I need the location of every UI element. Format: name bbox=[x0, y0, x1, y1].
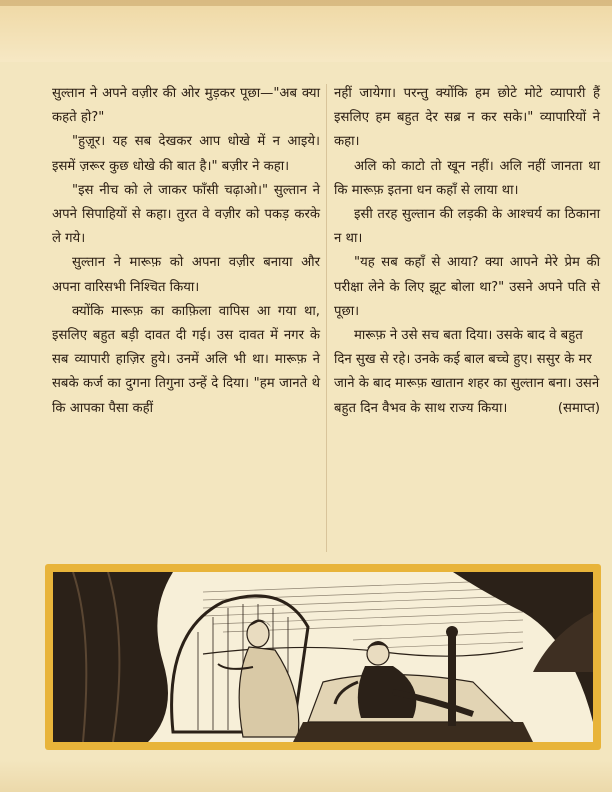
illustration-harpist-scene bbox=[53, 572, 593, 742]
bedpost-finial bbox=[446, 626, 458, 638]
story-paragraph: "यह सब कहाँ से आया? क्या आपने मेरे प्रेम की परीक्षा लेने के लिए झूट बोला था?" उसने अपने पति से पूछा। bbox=[334, 255, 600, 319]
story-paragraph: नहीं जायेगा। परन्तु क्योंकि हम छोटे मोटे व्यापारी हैं इसलिए हम बहुत देर सब्र न कर सके।" व्यापारियों ने कहा। bbox=[334, 86, 600, 150]
illustration-frame bbox=[45, 564, 601, 750]
story-paragraph: "इस नीच को ले जाकर फाँसी चढ़ाओ।" सुल्तान ने अपने सिपाहियों से कहा। तुरत वे वज़ीर को पकड़ करके ले गये। bbox=[52, 182, 320, 247]
page-top-band bbox=[0, 0, 612, 62]
story-paragraph: सुल्तान ने अपने वज़ीर की ओर मुड़कर पूछा—"अब क्या कहते हो?" bbox=[52, 86, 320, 126]
harpist-dress bbox=[239, 647, 299, 737]
column-gutter bbox=[326, 84, 327, 552]
man-robe bbox=[358, 666, 416, 718]
story-final-text: मारूफ़ ने उसे सच बता दिया। उसके बाद वे बहुत दिन सुख से रहे। उनके कई बाल बच्चे हुए। ससुर के मर जाने के बाद मारूफ़ खातान शहर का सुल्तान बना। उसने बहुत दिन वैभव के साथ राज्य किया। bbox=[334, 328, 600, 416]
story-end-marker: (समाप्त) bbox=[557, 400, 600, 416]
couch-base bbox=[293, 722, 533, 742]
story-paragraph: सुल्तान ने मारूफ़ को अपना वज़ीर बनाया और अपना वारिसभी निश्चित किया। bbox=[52, 255, 320, 295]
story-paragraph: क्योंकि मारूफ़ का काफ़िला वापिस आ गया था, इसलिए बहुत बड़ी दावत दी गई। उस दावत में नगर के सब व्यापारी हाज़िर हुये। उनमें अलि भी था। मारूफ़ ने सबके कर्ज का दुगना तिगुना उन्हें दे दिया। "हम जानते थे कि आपका पैसा कहीं bbox=[52, 303, 320, 416]
page-top-edge bbox=[0, 0, 612, 6]
story-paragraph-final bbox=[334, 324, 600, 421]
story-right-column bbox=[334, 82, 600, 421]
illustration-panel bbox=[53, 572, 593, 742]
story-paragraph: इसी तरह सुल्तान की लड़की के आश्चर्य का ठिकाना न था। bbox=[334, 207, 600, 247]
page-bottom-band bbox=[0, 760, 612, 792]
bedpost bbox=[448, 634, 456, 726]
story-paragraph: "हुज़ूर। यह सब देखकर आप धोखे में न आइये। इसमें ज़रूर कुछ धोखे की बात है।" बज़ीर ने कहा। bbox=[52, 134, 320, 174]
story-paragraph: अलि को काटो तो खून नहीं। अलि नहीं जानता था कि मारूफ़ इतना धन कहाँ से लाया था। bbox=[334, 158, 600, 198]
story-left-column bbox=[52, 82, 320, 421]
